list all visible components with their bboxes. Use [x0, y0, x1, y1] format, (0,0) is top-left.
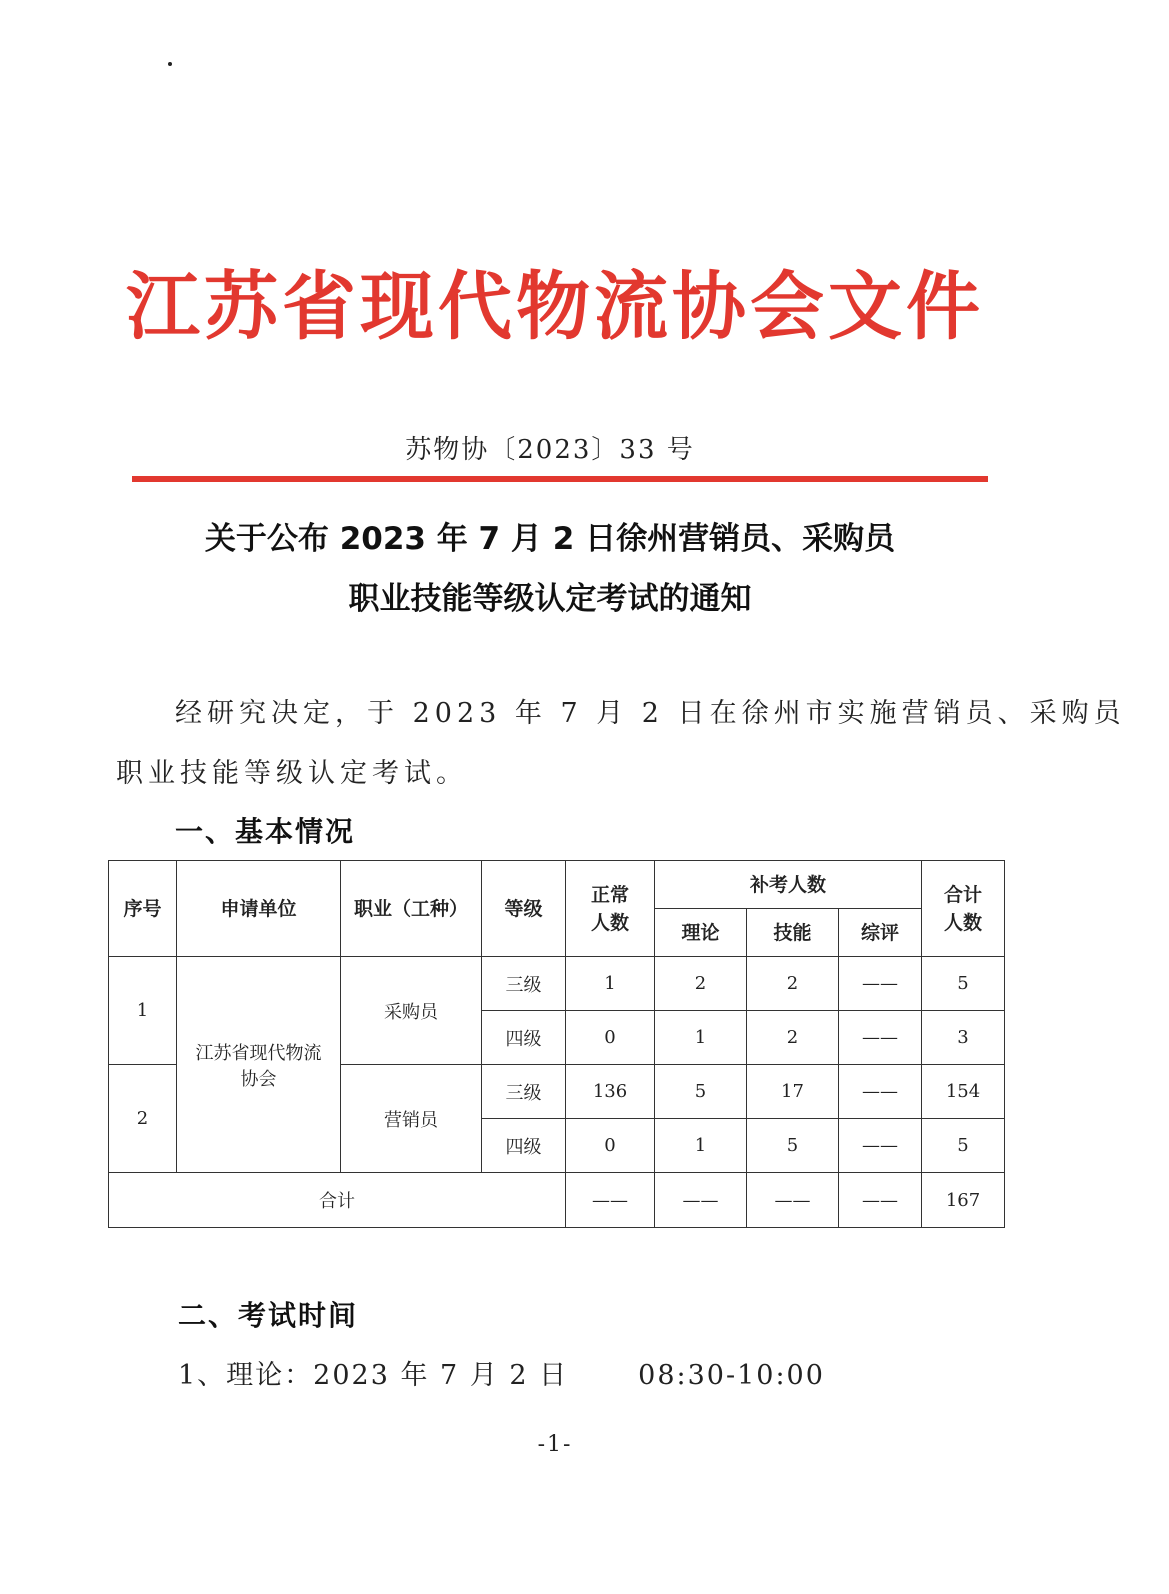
cell-review: ——	[839, 957, 922, 1011]
header-skill: 技能	[747, 909, 839, 957]
cell-level: 三级	[482, 957, 566, 1011]
cell-theory: 2	[655, 957, 747, 1011]
cell-skill: 2	[747, 1011, 839, 1065]
notice-title-line1: 关于公布 2023 年 7 月 2 日徐州营销员、采购员	[204, 521, 896, 557]
header-normal-line2: 人数	[590, 911, 629, 934]
header-seq: 序号	[109, 861, 177, 957]
cell-seq: 2	[109, 1065, 177, 1173]
scan-speck	[168, 62, 172, 66]
cell-review: ——	[839, 1011, 922, 1065]
exam-statistics-table	[108, 860, 1005, 1228]
intro-paragraph-line1: 经研究决定，于 2023 年 7 月 2 日在徐州市实施营销员、采购员	[175, 698, 1126, 729]
cell-skill: 5	[747, 1119, 839, 1173]
header-normal-count	[566, 861, 655, 957]
header-level: 等级	[482, 861, 566, 957]
cell-total: 3	[922, 1011, 1005, 1065]
header-review: 综评	[839, 909, 922, 957]
cell-normal: 0	[566, 1011, 655, 1065]
cell-total: 167	[922, 1173, 1005, 1228]
header-theory: 理论	[655, 909, 747, 957]
header-occupation: 职业（工种）	[341, 861, 482, 957]
intro-paragraph-line2: 职业技能等级认定考试。	[116, 758, 468, 789]
header-total-count	[922, 861, 1005, 957]
cell-theory: 5	[655, 1065, 747, 1119]
table-row	[109, 957, 1005, 1011]
cell-normal: 0	[566, 1119, 655, 1173]
header-unit: 申请单位	[177, 861, 341, 957]
cell-theory: 1	[655, 1119, 747, 1173]
cell-seq: 1	[109, 957, 177, 1065]
cell-occupation: 营销员	[341, 1065, 482, 1173]
cell-level: 三级	[482, 1065, 566, 1119]
cell-total: 5	[922, 1119, 1005, 1173]
cell-normal: 136	[566, 1065, 655, 1119]
exam-time-line	[178, 1356, 825, 1396]
cell-total: 5	[922, 957, 1005, 1011]
cell-total-label: 合计	[109, 1173, 566, 1228]
cell-skill: ——	[747, 1173, 839, 1228]
section-heading-basic-info: 一、基本情况	[175, 815, 356, 848]
cell-level: 四级	[482, 1119, 566, 1173]
document-masthead: 江苏省现代物流协会文件	[126, 264, 984, 350]
cell-total: 154	[922, 1065, 1005, 1119]
header-normal-line1: 正常	[590, 883, 629, 906]
page-number: -1-	[537, 1432, 573, 1457]
header-total-line1: 合计	[943, 883, 982, 906]
header-makeup-count: 补考人数	[655, 861, 922, 909]
cell-unit	[177, 957, 341, 1173]
red-divider-line	[132, 476, 988, 482]
header-total-line2: 人数	[943, 911, 982, 934]
exam-date-label: 1、理论：2023 年 7 月 2 日	[178, 1360, 569, 1391]
cell-review: ——	[839, 1065, 922, 1119]
cell-theory: 1	[655, 1011, 747, 1065]
table-total-row	[109, 1173, 1005, 1228]
cell-review: ——	[839, 1173, 922, 1228]
cell-theory: ——	[655, 1173, 747, 1228]
cell-unit-line1: 江苏省现代物流	[195, 1042, 322, 1064]
cell-skill: 2	[747, 957, 839, 1011]
cell-normal: 1	[566, 957, 655, 1011]
section-heading-exam-time: 二、考试时间	[178, 1299, 359, 1332]
cell-skill: 17	[747, 1065, 839, 1119]
notice-title-line2: 职业技能等级认定考试的通知	[348, 581, 752, 617]
cell-unit-line2: 协会	[240, 1068, 277, 1090]
cell-level: 四级	[482, 1011, 566, 1065]
cell-normal: ——	[566, 1173, 655, 1228]
cell-occupation: 采购员	[341, 957, 482, 1065]
exam-time-range: 08:30-10:00	[638, 1360, 825, 1391]
document-number: 苏物协〔2023〕33 号	[405, 435, 695, 465]
cell-review: ——	[839, 1119, 922, 1173]
table-header-row	[109, 861, 1005, 909]
